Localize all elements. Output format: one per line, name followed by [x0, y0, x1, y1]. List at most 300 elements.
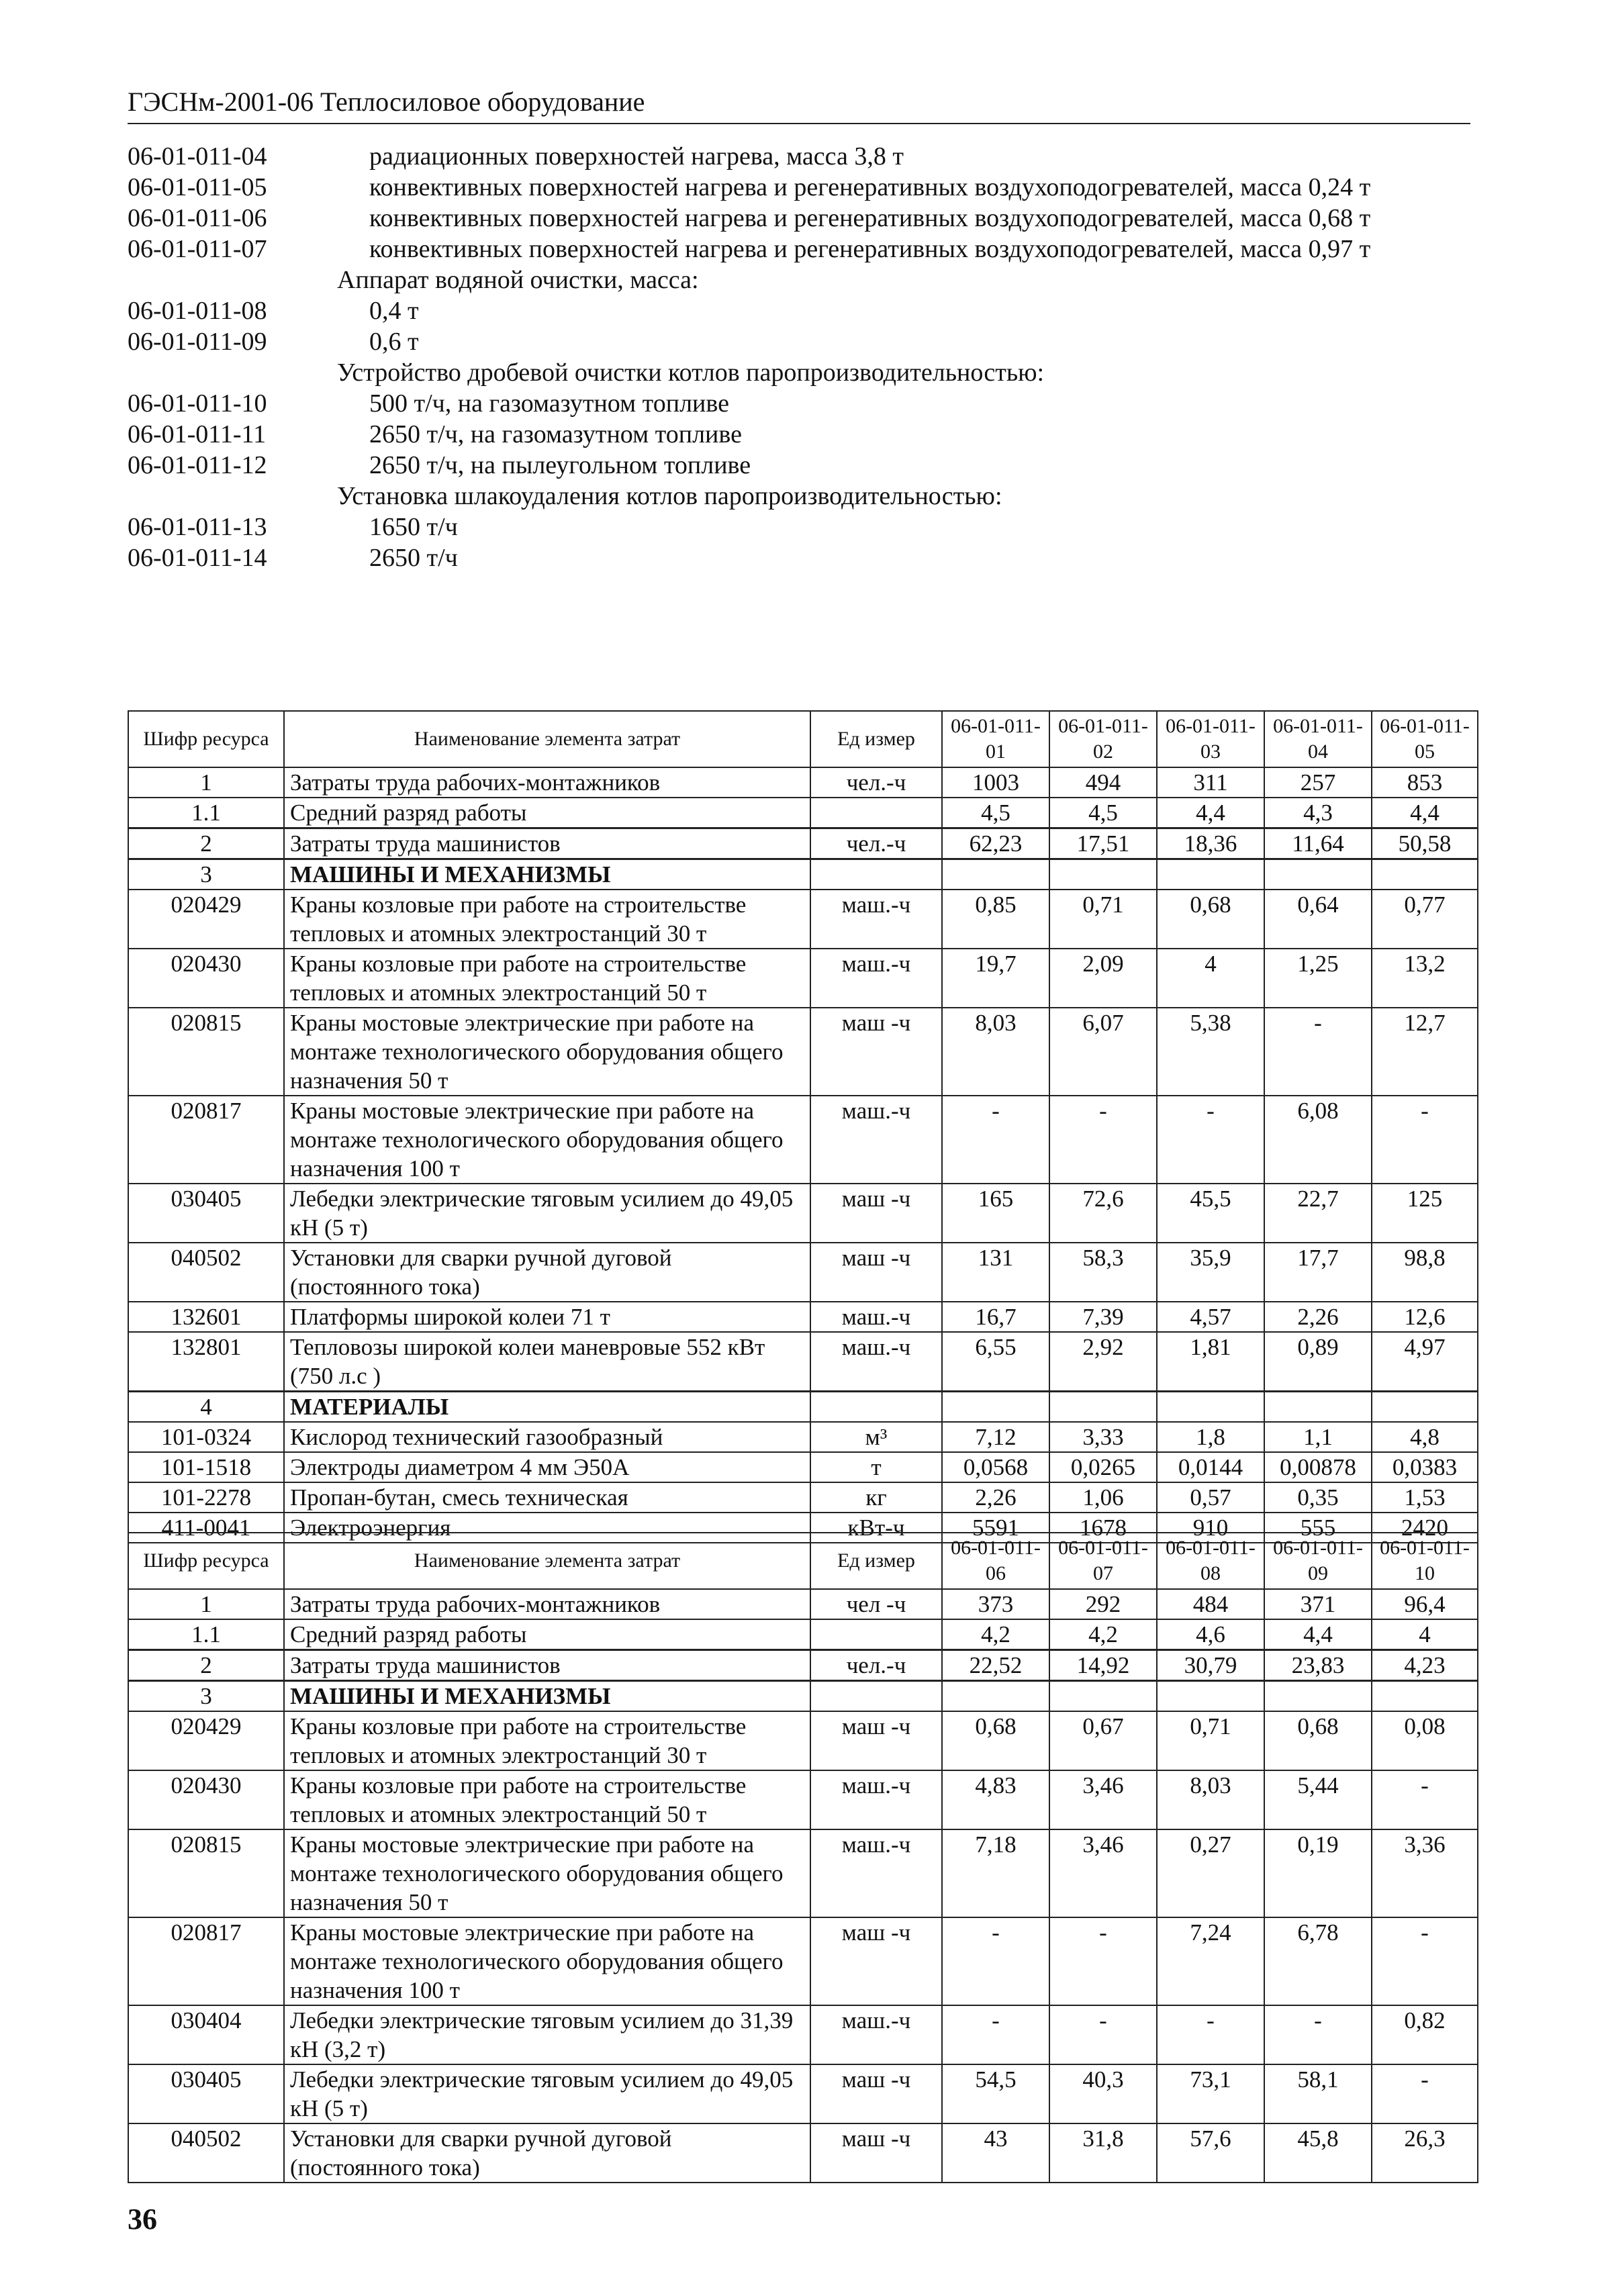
- table-row: [128, 1392, 1478, 1423]
- value-cell: -: [1049, 1096, 1157, 1184]
- cost-element-name: Затраты труда рабочих-монтажников: [284, 767, 810, 798]
- value-cell: 257: [1264, 767, 1372, 798]
- value-cell: 35,9: [1157, 1243, 1264, 1302]
- table-row: [128, 1008, 1478, 1096]
- value-cell: 17,51: [1049, 828, 1157, 859]
- table-row: [128, 1096, 1478, 1184]
- value-cell: -: [1372, 2064, 1478, 2123]
- resource-code: 2: [128, 1650, 284, 1681]
- value-cell: 0,0568: [942, 1452, 1049, 1482]
- value-cell: 2,09: [1049, 949, 1157, 1008]
- cost-element-name: Установки для сварки ручной дуговой (постоянного тока): [284, 2123, 810, 2183]
- column-header: 06-01-011-10: [1372, 1533, 1478, 1589]
- resource-code: 030405: [128, 2064, 284, 2123]
- table-row: [128, 1302, 1478, 1332]
- resource-table-1: [128, 710, 1478, 1543]
- value-cell: 2420: [1372, 1513, 1478, 1543]
- code-number: 06-01-011-13: [128, 513, 267, 541]
- code-description: 1650 т/ч: [369, 513, 458, 541]
- unit: [810, 1619, 942, 1650]
- unit: м³: [810, 1422, 942, 1452]
- value-cell: 1003: [942, 767, 1049, 798]
- column-header: 06-01-011-06: [942, 1533, 1049, 1589]
- value-cell: 18,36: [1157, 828, 1264, 859]
- cost-element-name: Тепловозы широкой колеи маневровые 552 кВт (750 л.с ): [284, 1332, 810, 1392]
- code-row: [128, 203, 1477, 234]
- code-description: 0,4 т: [369, 297, 419, 325]
- value-cell: 3,33: [1049, 1422, 1157, 1452]
- unit: маш.-ч: [810, 1829, 942, 1917]
- value-cell: 0,82: [1372, 2005, 1478, 2064]
- unit: кВт-ч: [810, 1513, 942, 1543]
- table-header-row: [128, 711, 1478, 767]
- table-header-row: [128, 1533, 1478, 1589]
- code-list: [128, 141, 1477, 573]
- value-cell: 4,5: [1049, 798, 1157, 828]
- value-cell: 0,19: [1264, 1829, 1372, 1917]
- code-number: 06-01-011-10: [128, 389, 267, 418]
- value-cell: 2,26: [1264, 1302, 1372, 1332]
- value-cell: -: [1372, 1770, 1478, 1829]
- table-row: [128, 1184, 1478, 1243]
- value-cell: 1678: [1049, 1513, 1157, 1543]
- table-row: [128, 1332, 1478, 1392]
- value-cell: 6,08: [1264, 1096, 1372, 1184]
- value-cell: 131: [942, 1243, 1049, 1302]
- value-cell: 125: [1372, 1184, 1478, 1243]
- cost-element-name: МАШИНЫ И МЕХАНИЗМЫ: [284, 859, 810, 890]
- resource-code: 020430: [128, 949, 284, 1008]
- unit: [810, 859, 942, 890]
- value-cell: 43: [942, 2123, 1049, 2183]
- value-cell: 0,68: [1157, 890, 1264, 949]
- value-cell: [942, 1681, 1049, 1712]
- page-header: ГЭСНм-2001-06 Теплосиловое оборудование: [128, 86, 1470, 124]
- value-cell: -: [1157, 2005, 1264, 2064]
- value-cell: 11,64: [1264, 828, 1372, 859]
- value-cell: 8,03: [1157, 1770, 1264, 1829]
- value-cell: 0,57: [1157, 1482, 1264, 1513]
- value-cell: 4,57: [1157, 1302, 1264, 1332]
- cost-element-name: Электроды диаметром 4 мм Э50А: [284, 1452, 810, 1482]
- cost-element-name: Лебедки электрические тяговым усилием до 49,05 кН (5 т): [284, 1184, 810, 1243]
- value-cell: 0,89: [1264, 1332, 1372, 1392]
- code-number: 06-01-011-08: [128, 297, 267, 325]
- value-cell: 1,1: [1264, 1422, 1372, 1452]
- unit: [810, 1681, 942, 1712]
- value-cell: 30,79: [1157, 1650, 1264, 1681]
- value-cell: 7,24: [1157, 1917, 1264, 2005]
- cost-element-name: Кислород технический газообразный: [284, 1422, 810, 1452]
- code-number: 06-01-011-12: [128, 451, 267, 479]
- group-heading: Аппарат водяной очистки, масса:: [337, 266, 699, 294]
- value-cell: 4,3: [1264, 798, 1372, 828]
- resource-code: 020429: [128, 890, 284, 949]
- column-header: 06-01-011-05: [1372, 711, 1478, 767]
- value-cell: [1157, 859, 1264, 890]
- resource-table-2: [128, 1532, 1478, 2183]
- code-row: [128, 234, 1477, 265]
- unit: маш -ч: [810, 1184, 942, 1243]
- value-cell: 0,00878: [1264, 1452, 1372, 1482]
- value-cell: [1372, 1681, 1478, 1712]
- resource-code: 4: [128, 1392, 284, 1423]
- value-cell: 0,68: [1264, 1711, 1372, 1770]
- value-cell: 16,7: [942, 1302, 1049, 1332]
- unit: маш -ч: [810, 1008, 942, 1096]
- resource-code: 040502: [128, 1243, 284, 1302]
- value-cell: 494: [1049, 767, 1157, 798]
- value-cell: 4,5: [942, 798, 1049, 828]
- cost-element-name: Краны козловые при работе на строительстве тепловых и атомных электростанций 30 т: [284, 890, 810, 949]
- page-number: 36: [128, 2203, 157, 2236]
- value-cell: 2,26: [942, 1482, 1049, 1513]
- value-cell: [1372, 859, 1478, 890]
- code-number: 06-01-011-07: [128, 235, 267, 263]
- column-header: 06-01-011-01: [942, 711, 1049, 767]
- resource-code: 101-2278: [128, 1482, 284, 1513]
- column-header: 06-01-011-02: [1049, 711, 1157, 767]
- value-cell: 4: [1157, 949, 1264, 1008]
- resource-code: 132601: [128, 1302, 284, 1332]
- value-cell: 0,67: [1049, 1711, 1157, 1770]
- table-row: [128, 1917, 1478, 2005]
- resource-code: 132801: [128, 1332, 284, 1392]
- value-cell: 910: [1157, 1513, 1264, 1543]
- code-description: 2650 т/ч: [369, 544, 458, 572]
- column-header: Наименование элемента затрат: [284, 1533, 810, 1589]
- cost-element-name: Краны козловые при работе на строительстве тепловых и атомных электростанций 50 т: [284, 1770, 810, 1829]
- unit: чел.-ч: [810, 828, 942, 859]
- cost-element-name: Краны мостовые электрические при работе на монтаже технологического оборудования общего назначения 50 т: [284, 1829, 810, 1917]
- value-cell: 4,2: [1049, 1619, 1157, 1650]
- value-cell: 4,4: [1157, 798, 1264, 828]
- value-cell: 40,3: [1049, 2064, 1157, 2123]
- cost-element-name: Платформы широкой колеи 71 т: [284, 1302, 810, 1332]
- value-cell: 4,6: [1157, 1619, 1264, 1650]
- resource-code: 1.1: [128, 1619, 284, 1650]
- value-cell: 14,92: [1049, 1650, 1157, 1681]
- group-heading: Устройство дробевой очистки котлов паропроизводительностью:: [337, 358, 1045, 387]
- table-row: [128, 890, 1478, 949]
- value-cell: 23,83: [1264, 1650, 1372, 1681]
- unit: маш -ч: [810, 1917, 942, 2005]
- value-cell: 6,55: [942, 1332, 1049, 1392]
- value-cell: 7,39: [1049, 1302, 1157, 1332]
- code-description: конвективных поверхностей нагрева и регенеративных воздухоподогревателей, масса 0,97 т: [369, 235, 1371, 263]
- value-cell: -: [1372, 1096, 1478, 1184]
- value-cell: 4,83: [942, 1770, 1049, 1829]
- unit: маш.-ч: [810, 1096, 942, 1184]
- code-number: 06-01-011-09: [128, 328, 267, 356]
- value-cell: [1264, 1392, 1372, 1423]
- table-row: [128, 859, 1478, 890]
- code-description: конвективных поверхностей нагрева и регенеративных воздухоподогревателей, масса 0,68 т: [369, 204, 1371, 232]
- value-cell: [1372, 1392, 1478, 1423]
- code-number: 06-01-011-06: [128, 204, 267, 232]
- cost-element-name: Краны мостовые электрические при работе на монтаже технологического оборудования общего назначения 100 т: [284, 1096, 810, 1184]
- cost-element-name: Средний разряд работы: [284, 798, 810, 828]
- value-cell: 26,3: [1372, 2123, 1478, 2183]
- cost-element-name: Средний разряд работы: [284, 1619, 810, 1650]
- value-cell: -: [1157, 1096, 1264, 1184]
- table-row: [128, 1650, 1478, 1681]
- resource-code: 020430: [128, 1770, 284, 1829]
- cost-element-name: Лебедки электрические тяговым усилием до 49,05 кН (5 т): [284, 2064, 810, 2123]
- value-cell: 17,7: [1264, 1243, 1372, 1302]
- resource-code: 411-0041: [128, 1513, 284, 1543]
- cost-element-name: Пропан-бутан, смесь техническая: [284, 1482, 810, 1513]
- resource-code: 3: [128, 1681, 284, 1712]
- value-cell: 7,12: [942, 1422, 1049, 1452]
- value-cell: 98,8: [1372, 1243, 1478, 1302]
- table-row: [128, 1681, 1478, 1712]
- cost-element-name: Электроэнергия: [284, 1513, 810, 1543]
- code-number: 06-01-011-11: [128, 420, 267, 448]
- value-cell: 0,08: [1372, 1711, 1478, 1770]
- code-description: 0,6 т: [369, 328, 419, 356]
- value-cell: [1049, 1681, 1157, 1712]
- table-row: [128, 828, 1478, 859]
- value-cell: 292: [1049, 1589, 1157, 1619]
- cost-element-name: Затраты труда машинистов: [284, 828, 810, 859]
- table-row: [128, 798, 1478, 828]
- cost-element-name: Затраты труда машинистов: [284, 1650, 810, 1681]
- cost-element-name: Установки для сварки ручной дуговой (постоянного тока): [284, 1243, 810, 1302]
- code-row: [128, 172, 1477, 203]
- code-row: [128, 542, 1477, 573]
- code-number: 06-01-011-14: [128, 544, 267, 572]
- value-cell: -: [942, 1096, 1049, 1184]
- cost-element-name: Краны козловые при работе на строительстве тепловых и атомных электростанций 30 т: [284, 1711, 810, 1770]
- table-row: [128, 1619, 1478, 1650]
- value-cell: [1264, 1681, 1372, 1712]
- value-cell: -: [1049, 1917, 1157, 2005]
- value-cell: 371: [1264, 1589, 1372, 1619]
- unit: т: [810, 1452, 942, 1482]
- value-cell: 62,23: [942, 828, 1049, 859]
- cost-element-name: Краны мостовые электрические при работе на монтаже технологического оборудования общего назначения 50 т: [284, 1008, 810, 1096]
- value-cell: 54,5: [942, 2064, 1049, 2123]
- value-cell: 1,53: [1372, 1482, 1478, 1513]
- table-row: [128, 2064, 1478, 2123]
- unit: маш -ч: [810, 1711, 942, 1770]
- value-cell: 0,71: [1157, 1711, 1264, 1770]
- code-description: радиационных поверхностей нагрева, масса 3,8 т: [369, 142, 904, 171]
- code-number: 06-01-011-05: [128, 173, 267, 201]
- value-cell: [942, 859, 1049, 890]
- table-row: [128, 2123, 1478, 2183]
- value-cell: [1049, 859, 1157, 890]
- column-header: Ед измер: [810, 711, 942, 767]
- column-header: Шифр ресурса: [128, 1533, 284, 1589]
- value-cell: 0,35: [1264, 1482, 1372, 1513]
- value-cell: [1157, 1681, 1264, 1712]
- value-cell: 4,4: [1372, 798, 1478, 828]
- resource-code: 3: [128, 859, 284, 890]
- unit: чел -ч: [810, 1589, 942, 1619]
- value-cell: 45,5: [1157, 1184, 1264, 1243]
- group-heading: Установка шлакоудаления котлов паропроизводительностью:: [337, 482, 1002, 510]
- code-row: [128, 450, 1477, 481]
- value-cell: 0,85: [942, 890, 1049, 949]
- value-cell: [1264, 859, 1372, 890]
- code-number: 06-01-011-04: [128, 142, 267, 171]
- value-cell: 22,52: [942, 1650, 1049, 1681]
- column-header: 06-01-011-09: [1264, 1533, 1372, 1589]
- value-cell: 1,8: [1157, 1422, 1264, 1452]
- table-row: [128, 2005, 1478, 2064]
- value-cell: 2,92: [1049, 1332, 1157, 1392]
- code-description: 500 т/ч, на газомазутном топливе: [369, 389, 729, 418]
- value-cell: 1,81: [1157, 1332, 1264, 1392]
- value-cell: 0,64: [1264, 890, 1372, 949]
- code-row: [128, 141, 1477, 172]
- column-header: 06-01-011-03: [1157, 711, 1264, 767]
- value-cell: -: [942, 2005, 1049, 2064]
- unit: маш.-ч: [810, 949, 942, 1008]
- resource-code: 030404: [128, 2005, 284, 2064]
- value-cell: 8,03: [942, 1008, 1049, 1096]
- resource-code: 2: [128, 828, 284, 859]
- resource-code: 020429: [128, 1711, 284, 1770]
- value-cell: [1157, 1392, 1264, 1423]
- value-cell: 1,25: [1264, 949, 1372, 1008]
- value-cell: 165: [942, 1184, 1049, 1243]
- cost-element-name: МАТЕРИАЛЫ: [284, 1392, 810, 1423]
- value-cell: 373: [942, 1589, 1049, 1619]
- table-row: [128, 767, 1478, 798]
- value-cell: 7,18: [942, 1829, 1049, 1917]
- value-cell: 0,0144: [1157, 1452, 1264, 1482]
- value-cell: 50,58: [1372, 828, 1478, 859]
- unit: [810, 798, 942, 828]
- value-cell: 1,06: [1049, 1482, 1157, 1513]
- value-cell: -: [1264, 2005, 1372, 2064]
- resource-code: 040502: [128, 2123, 284, 2183]
- resource-code: 020817: [128, 1917, 284, 2005]
- unit: [810, 1392, 942, 1423]
- value-cell: 13,2: [1372, 949, 1478, 1008]
- unit: маш -ч: [810, 1243, 942, 1302]
- value-cell: [1049, 1392, 1157, 1423]
- value-cell: 3,46: [1049, 1829, 1157, 1917]
- cost-element-name: Краны мостовые электрические при работе на монтаже технологического оборудования общего назначения 100 т: [284, 1917, 810, 2005]
- column-header: 06-01-011-04: [1264, 711, 1372, 767]
- value-cell: 73,1: [1157, 2064, 1264, 2123]
- code-row: [128, 419, 1477, 450]
- value-cell: 3,46: [1049, 1770, 1157, 1829]
- unit: маш.-ч: [810, 1332, 942, 1392]
- value-cell: 0,0265: [1049, 1452, 1157, 1482]
- code-row: [128, 295, 1477, 326]
- unit: чел.-ч: [810, 767, 942, 798]
- value-cell: -: [1372, 1917, 1478, 2005]
- value-cell: 5591: [942, 1513, 1049, 1543]
- value-cell: 4,4: [1264, 1619, 1372, 1650]
- unit: маш -ч: [810, 2064, 942, 2123]
- table-row: [128, 1243, 1478, 1302]
- resource-code: 020815: [128, 1008, 284, 1096]
- value-cell: -: [942, 1917, 1049, 2005]
- table-row: [128, 1452, 1478, 1482]
- column-header: Шифр ресурса: [128, 711, 284, 767]
- value-cell: 4,2: [942, 1619, 1049, 1650]
- table-row: [128, 949, 1478, 1008]
- unit: маш.-ч: [810, 890, 942, 949]
- code-row: [128, 512, 1477, 542]
- value-cell: [942, 1392, 1049, 1423]
- value-cell: 72,6: [1049, 1184, 1157, 1243]
- unit: чел.-ч: [810, 1650, 942, 1681]
- value-cell: 4: [1372, 1619, 1478, 1650]
- resource-code: 020817: [128, 1096, 284, 1184]
- column-header: 06-01-011-07: [1049, 1533, 1157, 1589]
- value-cell: 4,23: [1372, 1650, 1478, 1681]
- value-cell: 0,77: [1372, 890, 1478, 949]
- value-cell: 4,8: [1372, 1422, 1478, 1452]
- value-cell: 484: [1157, 1589, 1264, 1619]
- value-cell: -: [1049, 2005, 1157, 2064]
- value-cell: 5,44: [1264, 1770, 1372, 1829]
- code-description: конвективных поверхностей нагрева и регенеративных воздухоподогревателей, масса 0,24 т: [369, 173, 1371, 201]
- table-row: [128, 1589, 1478, 1619]
- value-cell: 0,71: [1049, 890, 1157, 949]
- resource-code: 101-1518: [128, 1452, 284, 1482]
- column-header: Ед измер: [810, 1533, 942, 1589]
- column-header: Наименование элемента затрат: [284, 711, 810, 767]
- value-cell: 6,78: [1264, 1917, 1372, 2005]
- unit: маш -ч: [810, 2123, 942, 2183]
- value-cell: 5,38: [1157, 1008, 1264, 1096]
- value-cell: 0,27: [1157, 1829, 1264, 1917]
- value-cell: 96,4: [1372, 1589, 1478, 1619]
- resource-code: 030405: [128, 1184, 284, 1243]
- code-row: [128, 388, 1477, 419]
- unit: маш.-ч: [810, 2005, 942, 2064]
- value-cell: 853: [1372, 767, 1478, 798]
- resource-code: 1: [128, 1589, 284, 1619]
- code-description: 2650 т/ч, на пылеугольном топливе: [369, 451, 751, 479]
- table-row: [128, 1482, 1478, 1513]
- unit: кг: [810, 1482, 942, 1513]
- cost-element-name: Краны козловые при работе на строительстве тепловых и атомных электростанций 50 т: [284, 949, 810, 1008]
- value-cell: 31,8: [1049, 2123, 1157, 2183]
- value-cell: 45,8: [1264, 2123, 1372, 2183]
- value-cell: 58,1: [1264, 2064, 1372, 2123]
- code-description: 2650 т/ч, на газомазутном топливе: [369, 420, 742, 448]
- value-cell: 555: [1264, 1513, 1372, 1543]
- code-row: [128, 326, 1477, 357]
- cost-element-name: Лебедки электрические тяговым усилием до 31,39 кН (3,2 т): [284, 2005, 810, 2064]
- table-row: [128, 1422, 1478, 1452]
- value-cell: 57,6: [1157, 2123, 1264, 2183]
- table-row: [128, 1829, 1478, 1917]
- resource-code: 101-0324: [128, 1422, 284, 1452]
- table-row: [128, 1770, 1478, 1829]
- value-cell: 12,7: [1372, 1008, 1478, 1096]
- value-cell: 12,6: [1372, 1302, 1478, 1332]
- column-header: 06-01-011-08: [1157, 1533, 1264, 1589]
- cost-element-name: МАШИНЫ И МЕХАНИЗМЫ: [284, 1681, 810, 1712]
- resource-code: 1: [128, 767, 284, 798]
- value-cell: 0,0383: [1372, 1452, 1478, 1482]
- value-cell: 4,97: [1372, 1332, 1478, 1392]
- value-cell: 19,7: [942, 949, 1049, 1008]
- value-cell: 6,07: [1049, 1008, 1157, 1096]
- value-cell: 3,36: [1372, 1829, 1478, 1917]
- unit: маш.-ч: [810, 1302, 942, 1332]
